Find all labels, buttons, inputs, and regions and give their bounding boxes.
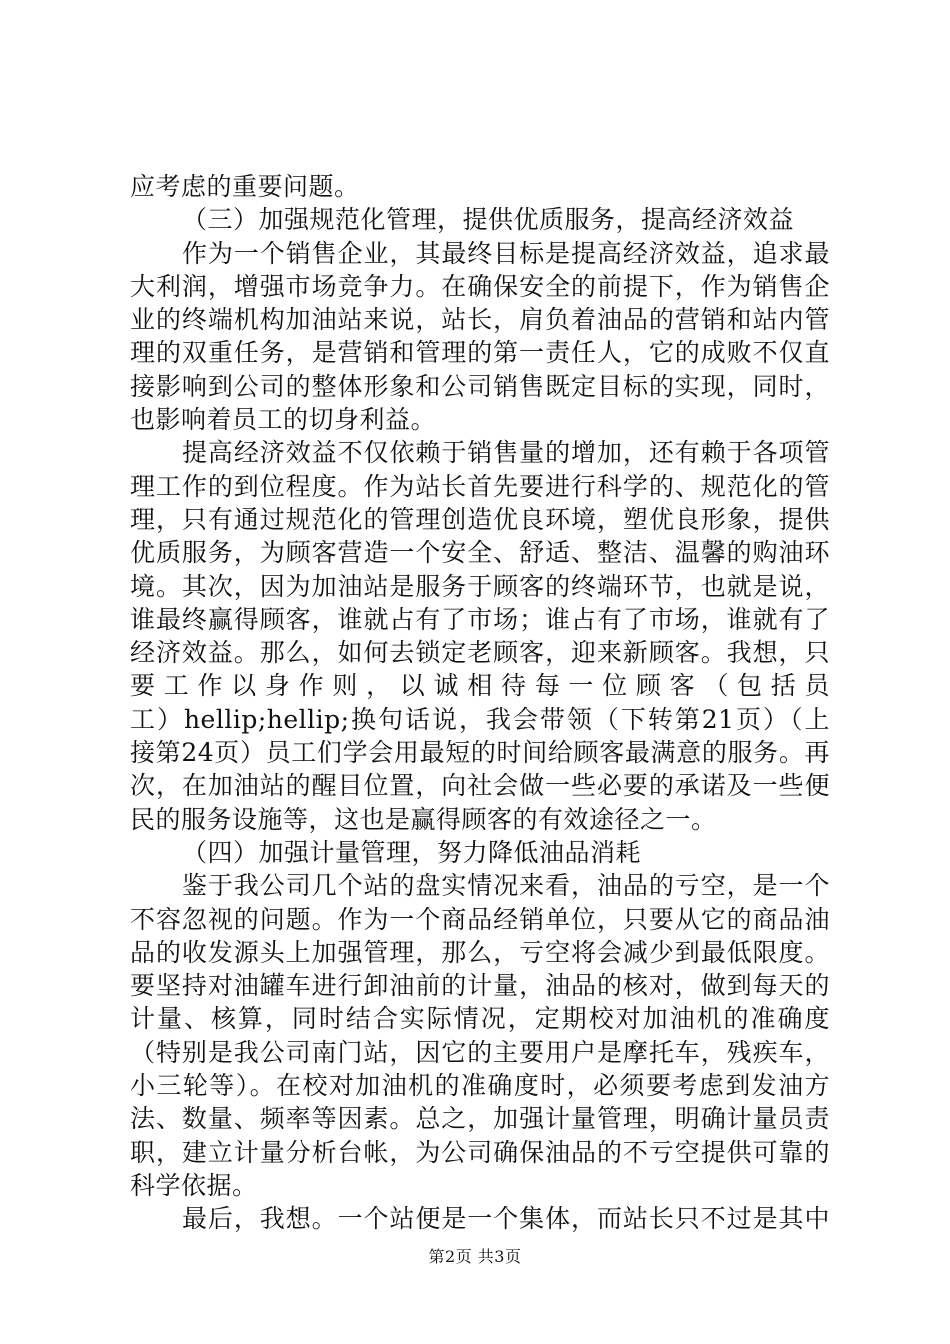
text-line: 应考虑的重要问题。 bbox=[130, 172, 360, 201]
text-line: 接第24页）员工们学会用最短的时间给顾客最满意的服务。再 bbox=[130, 738, 830, 768]
text-line: 业的终端机构加油站来说，站长，肩负着油品的营销和站内管 bbox=[130, 305, 830, 335]
text-line: 大利润，增强市场竞争力。在确保安全的前提下，作为销售企 bbox=[130, 271, 830, 301]
text-line: 计量、核算，同时结合实际情况，定期校对加油机的准确度 bbox=[130, 1004, 830, 1034]
page-footer: 第2页 共3页 bbox=[428, 1247, 522, 1266]
text-line: 品的收发源头上加强管理，那么，亏空将会减少到最低限度。 bbox=[130, 937, 830, 967]
text-line: 接影响到公司的整体形象和公司销售既定目标的实现，同时， bbox=[130, 371, 830, 401]
text-line: 境。其次，因为加油站是服务于顾客的终端环节，也就是说， bbox=[130, 571, 830, 601]
text-line: 工）hellip;hellip;换句话说，我会带领（下转第21页）（上 bbox=[130, 704, 830, 734]
text-line: 科学依据。 bbox=[130, 1170, 258, 1200]
text-line: 小三轮等）。在校对加油机的准确度时，必须要考虑到发油方 bbox=[130, 1071, 830, 1101]
text-line: 鉴于我公司几个站的盘实情况来看，油品的亏空，是一个 bbox=[182, 871, 830, 901]
text-line: 要坚持对油罐车进行卸油前的计量，油品的核对，做到每天的 bbox=[130, 971, 830, 1001]
text-line: 最后，我想。一个站便是一个集体，而站长只不过是其中 bbox=[182, 1204, 830, 1234]
text-line: 理的双重任务，是营销和管理的第一责任人，它的成败不仅直 bbox=[130, 338, 830, 368]
text-line: 法、数量、频率等因素。总之，加强计量管理，明确计量员责 bbox=[130, 1104, 830, 1134]
document-body bbox=[130, 170, 830, 1236]
text-line: 经济效益。那么，如何去锁定老顾客，迎来新顾客。我想，只 bbox=[130, 638, 830, 668]
text-line: 谁最终赢得顾客，谁就占有了市场；谁占有了市场，谁就有了 bbox=[130, 604, 830, 634]
text-line: 作为一个销售企业，其最终目标是提高经济效益，追求最 bbox=[182, 238, 830, 268]
text-line: 民的服务设施等，这也是赢得顾客的有效途径之一。 bbox=[130, 804, 717, 834]
text-line: （特别是我公司南门站，因它的主要用户是摩托车，残疾车， bbox=[130, 1037, 830, 1067]
text-line: 也影响着员工的切身利益。 bbox=[130, 405, 437, 435]
text-line: 优质服务，为顾客营造一个安全、舒适、整洁、温馨的购油环 bbox=[130, 538, 830, 568]
text-line: 职，建立计量分析台帐，为公司确保油品的不亏空提供可靠的 bbox=[130, 1137, 830, 1167]
text-line: 提高经济效益不仅依赖于销售量的增加，还有赖于各项管 bbox=[182, 438, 830, 468]
text-line: 理工作的到位程度。作为站长首先要进行科学的、规范化的管 bbox=[130, 471, 830, 501]
text-line: （三）加强规范化管理，提供优质服务，提高经济效益 bbox=[182, 205, 795, 235]
text-line: 不容忽视的问题。作为一个商品经销单位，只要从它的商品油 bbox=[130, 904, 830, 934]
text-line: 次，在加油站的醒目位置，向社会做一些必要的承诺及一些便 bbox=[130, 771, 830, 801]
text-line: （四）加强计量管理，努力降低油品消耗 bbox=[182, 837, 642, 867]
text-line: 理，只有通过规范化的管理创造优良环境，塑优良形象，提供 bbox=[130, 504, 830, 534]
text-line: 要工作以身作则，以诚相待每一位顾客（包括员 bbox=[130, 671, 830, 701]
